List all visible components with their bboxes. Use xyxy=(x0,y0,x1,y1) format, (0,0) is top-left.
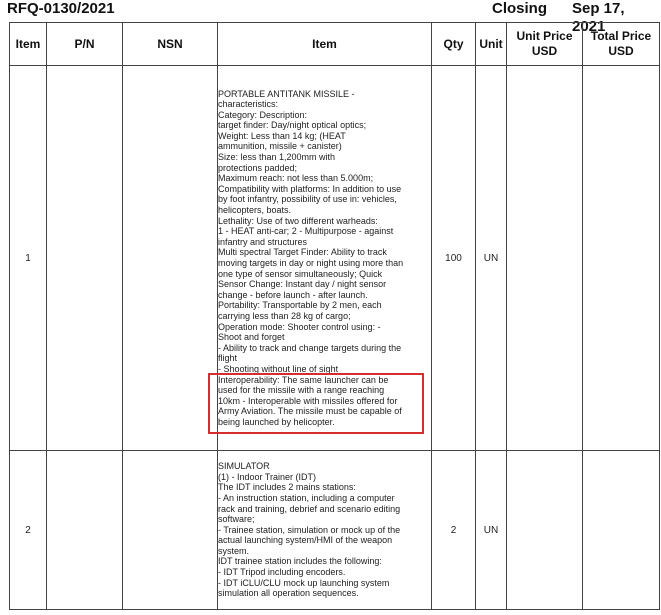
row-description: SIMULATOR (1) - Indoor Trainer (IDT) The IDT includes 2 mains stations: - An instruction station, including a computer rack and training, debrief and scenario editing software; - Trainee station, simulation or mock up of the actual launching system/HMI of the weapon system. IDT trainee station includes the following: - IDT Tripod including encoders. - IDT iCLU/CLU mock up launching system simulation all operation sequences. xyxy=(218,451,432,610)
col-header-item: Item xyxy=(218,23,432,66)
row-unit: UN xyxy=(476,451,507,610)
row-pn xyxy=(47,451,123,610)
row-nsn xyxy=(123,66,218,451)
row-qty: 2 xyxy=(432,451,476,610)
document-header xyxy=(0,0,661,35)
col-header-qty: Qty xyxy=(432,23,476,66)
row-pn xyxy=(47,66,123,451)
table-row xyxy=(10,66,660,451)
closing-date: Sep 17, 2021 xyxy=(572,0,625,35)
table-row xyxy=(10,451,660,610)
row-item-no: 2 xyxy=(10,451,47,610)
row-nsn xyxy=(123,451,218,610)
row-item-no: 1 xyxy=(10,66,47,451)
row-total-price xyxy=(583,451,660,610)
closing-label: Closing xyxy=(492,0,547,17)
rfq-items-table xyxy=(9,22,660,610)
col-header-unit: Unit xyxy=(476,23,507,66)
col-header-pn: P/N xyxy=(47,23,123,66)
col-header-item-no: Item xyxy=(10,23,47,66)
row-unit-price xyxy=(507,451,583,610)
col-header-nsn: NSN xyxy=(123,23,218,66)
col-header-unit-price: Unit Price USD xyxy=(507,23,583,66)
row-description: PORTABLE ANTITANK MISSILE - characteristics: Category: Description: target finder: Day/night optical optics; Weight: Less than 14 kg; (HEAT ammunition, missile + canister) Size: less than 1,200mm with protections padded; Maximum reach: not less than 5.000m; Compatibility with platforms: In addition to use by foot infantry, possibility of use in: vehicles, helicopters, boats. Lethality: Use of two different warheads: 1 - HEAT anti-car; 2 - Multipurpose - against infantry and structures Multi spectral Target Finder: Ability to track moving targets in day or night using more than one type of sensor simultaneously; Quick Sensor Change: Instant day / night sensor change - before launch - after launch. Portability: Transportable by 2 men, each carrying less than 28 kg of cargo; Operation mode: Shooter control using: - Shoot and forget - Ability to track and change targets during the flight - Shooting without line of sight Interoperability: The same launcher can be used for the missile with a range reaching 10km - Interoperable with missiles offered for Army Aviation. The missile must be capable of being launched by helicopter. xyxy=(218,66,432,451)
row-total-price xyxy=(583,66,660,451)
row-unit: UN xyxy=(476,66,507,451)
row-qty: 100 xyxy=(432,66,476,451)
table-header-row xyxy=(10,23,660,66)
col-header-total-price: Total Price USD xyxy=(583,23,660,66)
row-unit-price xyxy=(507,66,583,451)
rfq-number: RFQ-0130/2021 xyxy=(7,0,115,17)
